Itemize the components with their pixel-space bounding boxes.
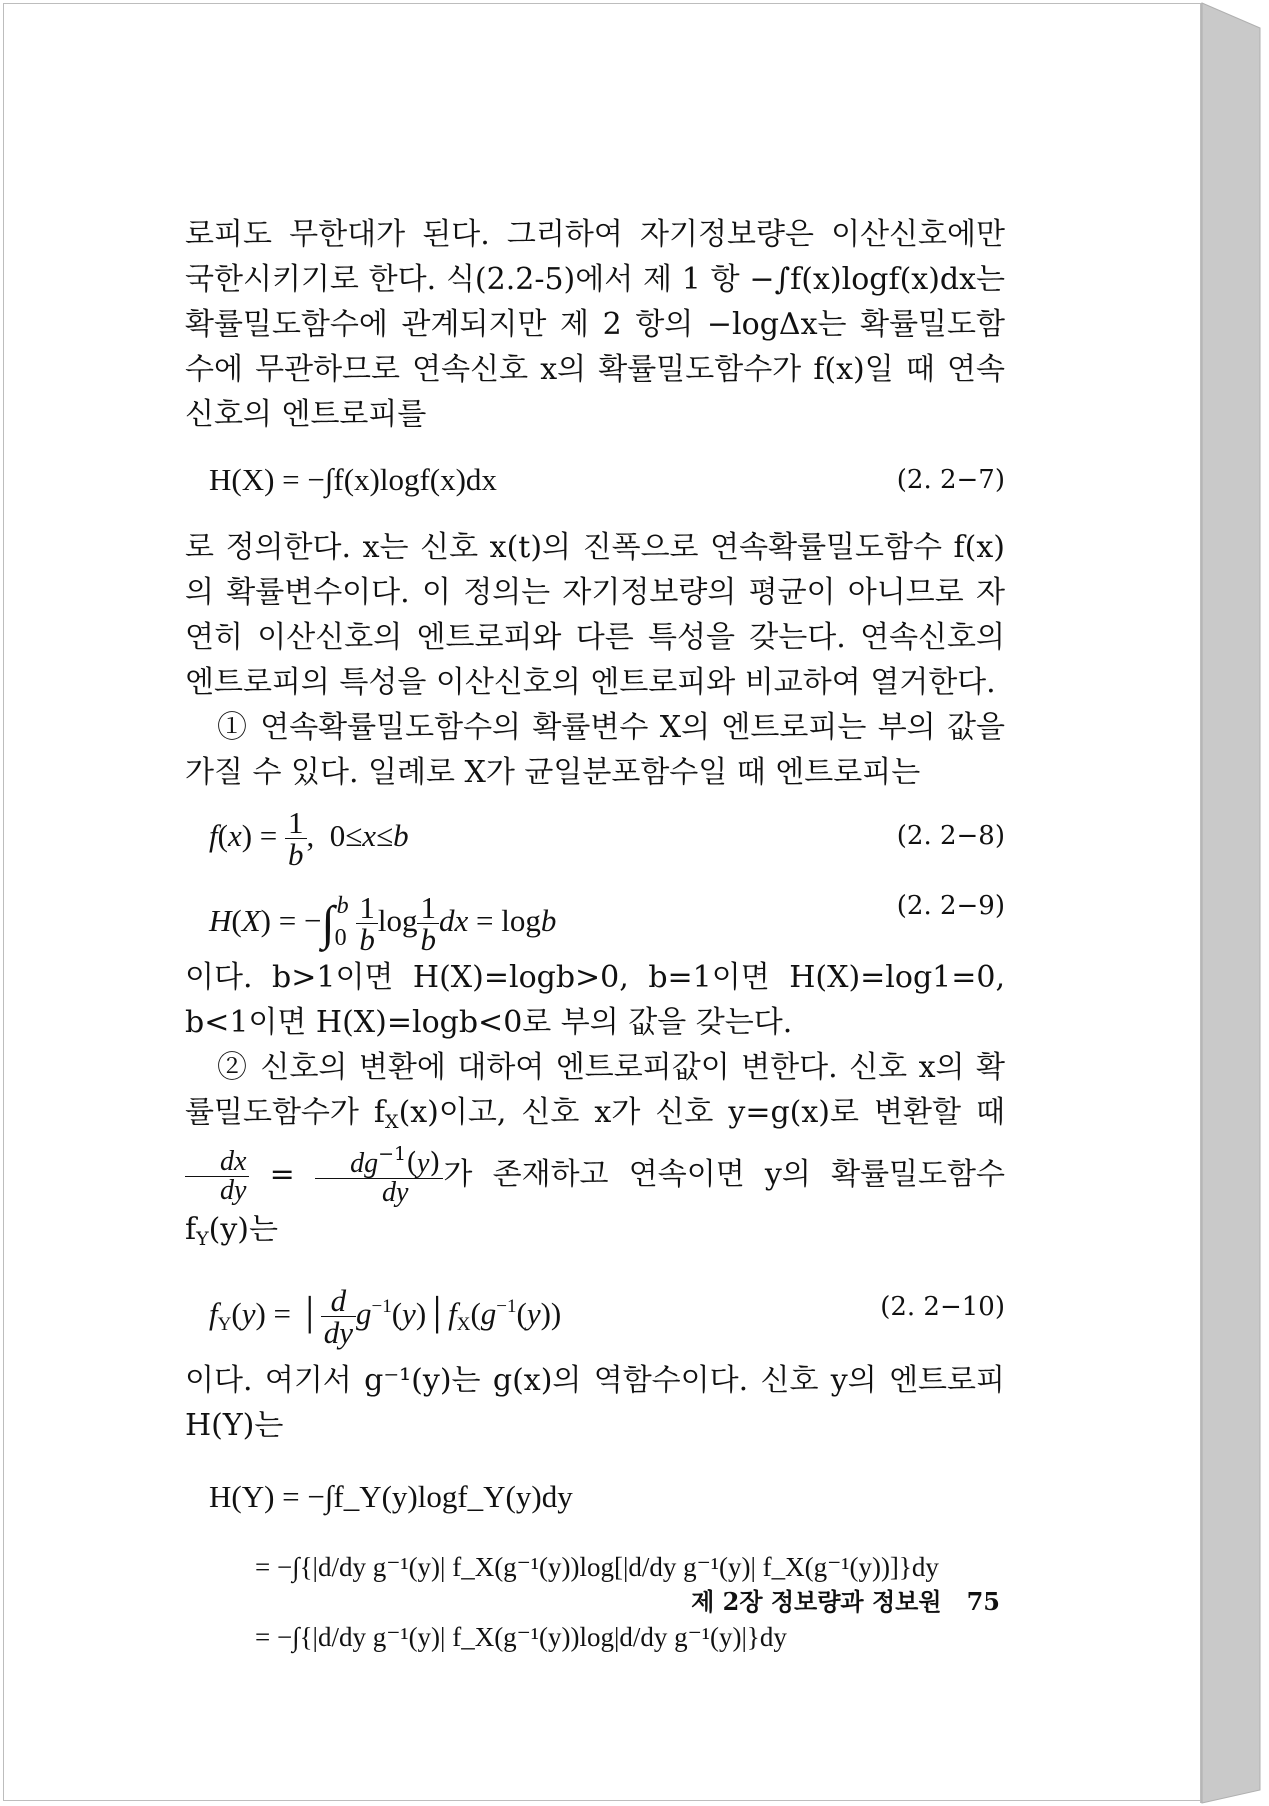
chapter-title: 제 2장 정보량과 정보원	[691, 1587, 942, 1616]
page-content	[185, 212, 1005, 1672]
equation-body: = −∫{|d/dy g⁻¹(y)| f_X(g⁻¹(y))log[|d/dy g⁻¹(y)| f_X(g⁻¹(y))]}dy	[255, 1552, 939, 1582]
page-footer	[660, 1582, 1000, 1617]
paragraph-3: ① 연속확률밀도함수의 확률변수 X의 엔트로피는 부의 값을 가질 수 있다. 일례로 X가 균일분포함수일 때 엔트로피는	[185, 710, 1005, 790]
equation-2-2-9	[185, 871, 1005, 958]
paragraph-6: 이다. 여기서 g⁻¹(y)는 g(x)의 역함수이다. 신호 y의 엔트로피 H(Y)는	[185, 1363, 1005, 1443]
page-number: 75	[966, 1587, 1000, 1616]
equation-2-2-11-line-1	[185, 1462, 1005, 1532]
equation-2-2-7	[185, 445, 1005, 515]
paragraph-2: 로 정의한다. x는 신호 x(t)의 진폭으로 연속확률밀도함수 f(x)의 확률변수이다. 이 정의는 자기정보량의 평균이 아니므로 자연히 이산신호의 엔트로피와 다른 특성을 갖는다. 연속신호의 엔트로피의 특성을 이산신호의 엔트로피와 비교하여 열거한다.	[185, 530, 1005, 700]
equation-2-2-10	[185, 1272, 1005, 1351]
equation-2-2-8	[185, 801, 1005, 871]
equation-body: $H(X) = -\int_0^b$ $\frac{1}{b}$ log $\frac{1}{b}$ dx = logb	[209, 890, 557, 958]
paragraph-4: 이다. b>1이면 H(X)=logb>0, b=1이면 H(X)=log1=0, b<1이면 H(X)=logb<0로 부의 값을 갖는다.	[185, 960, 1005, 1040]
page-edge-shadow	[1200, 0, 1269, 1806]
paragraph-5: ② 신호의 변환에 대하여 엔트로피값이 변한다. 신호 x의 확률밀도함수가 $f_X(x)$이고, 신호 x가 신호 y=g(x)로 변환할 때 $\frac{dx}{dy}$ = $\frac{dg^{-1}(y)}{dy}$ 가 존재하고 연속이면 y의 확률밀도함수 $f_Y(y)$는	[185, 1050, 1005, 1250]
equation-body: $f_Y(y)$ = │ $\frac{d}{dy}$ $g^{-1}(y)│f_X(g^{-1}(y))$	[209, 1283, 562, 1351]
equation-number: (2. 2−9)	[896, 891, 1005, 921]
equation-number: (2. 2−10)	[880, 1292, 1005, 1322]
equation-body: H(Y) = −∫f_Y(y)logf_Y(y)dy	[209, 1479, 573, 1514]
equation-body: = −∫{|d/dy g⁻¹(y)| f_X(g⁻¹(y))log|d/dy g⁻¹(y)|}dy	[255, 1622, 787, 1652]
equation-body: f(x) = $\frac{1}{b}$ , 0≤x≤b	[209, 805, 409, 873]
equation-number: (2. 2−7)	[896, 465, 1005, 495]
equation-body: H(X) = −∫f(x)logf(x)dx	[209, 462, 497, 497]
equation-number: (2. 2−8)	[896, 821, 1005, 851]
paragraph-1: 로피도 무한대가 된다. 그리하여 자기정보량은 이산신호에만 국한시키기로 한다. 식(2.2-5)에서 제 1 항 −∫f(x)logf(x)dx는 확률밀도함수에 관계되지만 제 2 항의 −logΔx는 확률밀도함수에 무관하므로 연속신호 x의 확률밀도함수가 f(x)일 때 연속신호의 엔트로피를	[185, 217, 1005, 432]
